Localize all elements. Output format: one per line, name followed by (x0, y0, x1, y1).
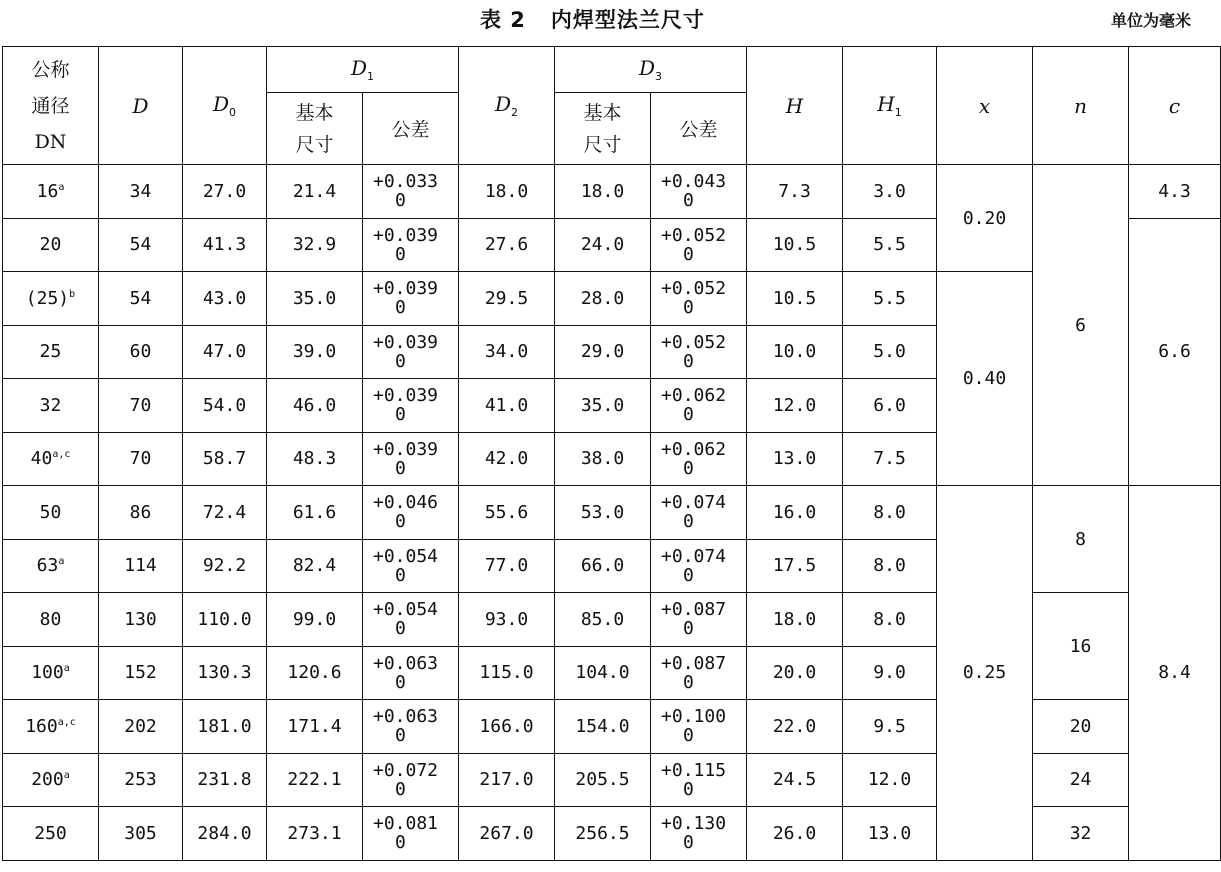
cell-D: 152 (99, 646, 183, 700)
cell-n: 16 (1033, 593, 1129, 700)
cell-n: 8 (1033, 486, 1129, 593)
tolerance-upper: +0.039 (373, 331, 439, 353)
table-row (3, 165, 1221, 219)
dn-value: 250 (34, 822, 67, 844)
cell-H: 12.0 (747, 379, 843, 433)
tolerance-lower: 0 (683, 725, 694, 747)
tolerance-lower: 0 (395, 404, 406, 426)
cell-n: 24 (1033, 753, 1129, 807)
cell-D1-tolerance (363, 593, 459, 647)
cell-H1: 5.5 (843, 272, 937, 326)
cell-x: 0.40 (937, 272, 1033, 486)
cell-D3-basic: 104.0 (555, 646, 651, 700)
tolerance-lower: 0 (683, 297, 694, 319)
dn-value: 100 (31, 662, 64, 684)
tolerance-upper: +0.033 (373, 171, 439, 193)
cell-D: 34 (99, 165, 183, 219)
cell-D2: 267.0 (459, 807, 555, 861)
tolerance-lower: 0 (683, 457, 694, 479)
cell-D3-tolerance (651, 218, 747, 272)
table-row (3, 753, 1221, 807)
dn-value: 50 (39, 501, 62, 523)
header-D1-tolerance: 公差 (363, 93, 459, 165)
tolerance-upper: +0.087 (661, 599, 727, 621)
tolerance-lower: 0 (683, 350, 694, 372)
header-x: x (937, 47, 1033, 165)
cell-dn (3, 700, 99, 754)
table-row (3, 700, 1221, 754)
cell-H: 26.0 (747, 807, 843, 861)
cell-H: 17.5 (747, 539, 843, 593)
tolerance-upper: +0.130 (661, 813, 727, 835)
cell-H: 13.0 (747, 432, 843, 486)
tolerance-upper: +0.074 (661, 545, 727, 567)
cell-D1-tolerance (363, 807, 459, 861)
cell-x: 0.20 (937, 165, 1033, 272)
cell-H: 22.0 (747, 700, 843, 754)
tolerance-lower: 0 (683, 832, 694, 854)
cell-D1-basic: 48.3 (267, 432, 363, 486)
cell-D1-basic: 39.0 (267, 325, 363, 379)
cell-D3-basic: 256.5 (555, 807, 651, 861)
cell-D0: 181.0 (183, 700, 267, 754)
dn-value: 200 (31, 769, 64, 791)
footnote-marker: a (63, 663, 70, 675)
cell-D0: 54.0 (183, 379, 267, 433)
header-D1-basic: 基本 尺寸 (267, 93, 363, 165)
flange-dimensions-table (2, 46, 1221, 861)
cell-dn (3, 807, 99, 861)
cell-D0: 72.4 (183, 486, 267, 540)
header-c: c (1129, 47, 1221, 165)
footnote-marker: a,c (57, 716, 76, 728)
cell-D: 70 (99, 432, 183, 486)
cell-D0: 110.0 (183, 593, 267, 647)
tolerance-upper: +0.100 (661, 706, 727, 728)
cell-D1-tolerance (363, 432, 459, 486)
cell-dn (3, 753, 99, 807)
cell-H: 24.5 (747, 753, 843, 807)
cell-H1: 5.0 (843, 325, 937, 379)
cell-D2: 217.0 (459, 753, 555, 807)
cell-H1: 12.0 (843, 753, 937, 807)
tolerance-upper: +0.039 (373, 438, 439, 460)
cell-D3-basic: 154.0 (555, 700, 651, 754)
header-D2: $D_2$ (459, 47, 555, 165)
cell-D3-basic: 66.0 (555, 539, 651, 593)
cell-D1-tolerance (363, 325, 459, 379)
tolerance-upper: +0.081 (373, 813, 439, 835)
cell-D2: 55.6 (459, 486, 555, 540)
footnote-marker: a (58, 181, 65, 193)
cell-D1-basic: 222.1 (267, 753, 363, 807)
tolerance-upper: +0.063 (373, 706, 439, 728)
header-D1: $D_1$ (267, 47, 459, 93)
cell-D1-tolerance (363, 272, 459, 326)
header-dn-line3: DN (34, 130, 67, 153)
cell-D3-tolerance (651, 272, 747, 326)
cell-H1: 9.5 (843, 700, 937, 754)
cell-D2: 34.0 (459, 325, 555, 379)
cell-D3-tolerance (651, 325, 747, 379)
table-title: 表 2 内焊型法兰尺寸 (480, 8, 705, 32)
cell-c: 6.6 (1129, 218, 1221, 486)
unit-note: 单位为毫米 (1110, 11, 1191, 30)
cell-D: 54 (99, 218, 183, 272)
cell-D: 253 (99, 753, 183, 807)
tolerance-upper: +0.115 (661, 759, 727, 781)
cell-dn (3, 272, 99, 326)
cell-D: 202 (99, 700, 183, 754)
cell-D2: 77.0 (459, 539, 555, 593)
dn-value: 160 (25, 715, 58, 737)
tolerance-upper: +0.052 (661, 224, 727, 246)
cell-D1-tolerance (363, 218, 459, 272)
cell-D1-tolerance (363, 486, 459, 540)
cell-D2: 27.6 (459, 218, 555, 272)
cell-H1: 7.5 (843, 432, 937, 486)
cell-D1-tolerance (363, 700, 459, 754)
cell-H: 10.0 (747, 325, 843, 379)
cell-D3-tolerance (651, 539, 747, 593)
cell-H: 10.5 (747, 272, 843, 326)
cell-D0: 47.0 (183, 325, 267, 379)
tolerance-upper: +0.052 (661, 331, 727, 353)
cell-H1: 8.0 (843, 539, 937, 593)
cell-D: 54 (99, 272, 183, 326)
cell-D1-basic: 61.6 (267, 486, 363, 540)
cell-D1-tolerance (363, 379, 459, 433)
cell-H1: 13.0 (843, 807, 937, 861)
cell-D3-tolerance (651, 646, 747, 700)
cell-D3-basic: 18.0 (555, 165, 651, 219)
tolerance-upper: +0.054 (373, 545, 439, 567)
tolerance-upper: +0.072 (373, 759, 439, 781)
cell-D3-basic: 35.0 (555, 379, 651, 433)
dn-value: 40 (30, 448, 53, 470)
cell-D: 305 (99, 807, 183, 861)
cell-D2: 115.0 (459, 646, 555, 700)
cell-D0: 43.0 (183, 272, 267, 326)
tolerance-lower: 0 (683, 564, 694, 586)
header-D3-tolerance: 公差 (651, 93, 747, 165)
tolerance-lower: 0 (395, 832, 406, 854)
tolerance-upper: +0.039 (373, 278, 439, 300)
tolerance-upper: +0.052 (661, 278, 727, 300)
header-dn-line2: 通径 (31, 94, 70, 117)
cell-D3-tolerance (651, 379, 747, 433)
header-D3: $D_3$ (555, 47, 747, 93)
tolerance-lower: 0 (395, 778, 406, 800)
tolerance-lower: 0 (395, 350, 406, 372)
cell-D: 60 (99, 325, 183, 379)
dn-value: 20 (39, 234, 62, 256)
cell-D0: 130.3 (183, 646, 267, 700)
cell-D3-basic: 28.0 (555, 272, 651, 326)
table-row (3, 807, 1221, 861)
header-n: n (1033, 47, 1129, 165)
cell-H1: 3.0 (843, 165, 937, 219)
cell-D1-basic: 46.0 (267, 379, 363, 433)
cell-dn (3, 486, 99, 540)
header-dn-line1: 公称 (31, 58, 70, 81)
cell-dn (3, 218, 99, 272)
cell-n: 20 (1033, 700, 1129, 754)
cell-dn (3, 325, 99, 379)
cell-D3-basic: 38.0 (555, 432, 651, 486)
cell-D2: 41.0 (459, 379, 555, 433)
cell-c: 4.3 (1129, 165, 1221, 219)
cell-D3-basic: 29.0 (555, 325, 651, 379)
cell-D1-basic: 120.6 (267, 646, 363, 700)
cell-D0: 58.7 (183, 432, 267, 486)
cell-D1-basic: 273.1 (267, 807, 363, 861)
tolerance-lower: 0 (683, 511, 694, 533)
tolerance-upper: +0.039 (373, 224, 439, 246)
cell-dn (3, 379, 99, 433)
cell-D2: 18.0 (459, 165, 555, 219)
tolerance-lower: 0 (683, 618, 694, 640)
tolerance-upper: +0.062 (661, 385, 727, 407)
dn-value: 63 (36, 555, 59, 577)
cell-D3-tolerance (651, 700, 747, 754)
cell-D2: 166.0 (459, 700, 555, 754)
cell-D: 114 (99, 539, 183, 593)
cell-D1-basic: 21.4 (267, 165, 363, 219)
cell-D0: 231.8 (183, 753, 267, 807)
cell-D3-tolerance (651, 753, 747, 807)
cell-H: 20.0 (747, 646, 843, 700)
cell-c: 8.4 (1129, 486, 1221, 861)
table-row (3, 486, 1221, 540)
cell-dn (3, 646, 99, 700)
cell-D3-tolerance (651, 432, 747, 486)
tolerance-lower: 0 (395, 243, 406, 265)
cell-D3-tolerance (651, 486, 747, 540)
tolerance-upper: +0.054 (373, 599, 439, 621)
cell-H: 7.3 (747, 165, 843, 219)
tolerance-upper: +0.074 (661, 492, 727, 514)
dn-value: (25) (25, 287, 70, 309)
cell-D0: 92.2 (183, 539, 267, 593)
cell-x: 0.25 (937, 486, 1033, 861)
cell-D3-tolerance (651, 165, 747, 219)
cell-D1-tolerance (363, 165, 459, 219)
cell-D1-basic: 82.4 (267, 539, 363, 593)
header-D3-basic: 基本 尺寸 (555, 93, 651, 165)
tolerance-lower: 0 (395, 725, 406, 747)
header-D0: $D_0$ (183, 47, 267, 165)
dn-value: 32 (39, 394, 62, 416)
cell-n: 32 (1033, 807, 1129, 861)
cell-D1-tolerance (363, 753, 459, 807)
tolerance-lower: 0 (395, 511, 406, 533)
footnote-marker: a (58, 556, 65, 568)
tolerance-lower: 0 (395, 564, 406, 586)
cell-D1-basic: 35.0 (267, 272, 363, 326)
cell-H: 18.0 (747, 593, 843, 647)
dn-value: 16 (36, 180, 59, 202)
cell-H: 16.0 (747, 486, 843, 540)
header-H: H (747, 47, 843, 165)
cell-D2: 42.0 (459, 432, 555, 486)
cell-D3-basic: 205.5 (555, 753, 651, 807)
header-D: D (99, 47, 183, 165)
cell-D3-tolerance (651, 807, 747, 861)
cell-D0: 41.3 (183, 218, 267, 272)
cell-D1-basic: 171.4 (267, 700, 363, 754)
tolerance-upper: +0.063 (373, 652, 439, 674)
cell-dn (3, 539, 99, 593)
tolerance-lower: 0 (395, 297, 406, 319)
tolerance-lower: 0 (395, 457, 406, 479)
cell-D3-basic: 24.0 (555, 218, 651, 272)
table-caption (0, 4, 1221, 38)
cell-D: 130 (99, 593, 183, 647)
tolerance-upper: +0.046 (373, 492, 439, 514)
footnote-marker: b (69, 288, 76, 300)
cell-D0: 27.0 (183, 165, 267, 219)
tolerance-upper: +0.039 (373, 385, 439, 407)
header-H1: $H_1$ (843, 47, 937, 165)
tolerance-upper: +0.062 (661, 438, 727, 460)
cell-D3-basic: 85.0 (555, 593, 651, 647)
tolerance-lower: 0 (683, 671, 694, 693)
cell-D: 86 (99, 486, 183, 540)
tolerance-lower: 0 (395, 618, 406, 640)
dn-value: 80 (39, 608, 62, 630)
cell-D1-tolerance (363, 646, 459, 700)
cell-D2: 93.0 (459, 593, 555, 647)
cell-D3-tolerance (651, 593, 747, 647)
cell-dn (3, 432, 99, 486)
footnote-marker: a,c (52, 449, 71, 461)
cell-H1: 8.0 (843, 486, 937, 540)
dn-value: 25 (39, 341, 62, 363)
tolerance-lower: 0 (683, 778, 694, 800)
cell-H1: 6.0 (843, 379, 937, 433)
cell-D0: 284.0 (183, 807, 267, 861)
cell-D2: 29.5 (459, 272, 555, 326)
cell-dn (3, 593, 99, 647)
cell-D1-basic: 32.9 (267, 218, 363, 272)
tolerance-lower: 0 (683, 243, 694, 265)
header-dn (3, 47, 99, 165)
tolerance-lower: 0 (683, 404, 694, 426)
cell-H1: 8.0 (843, 593, 937, 647)
cell-dn (3, 165, 99, 219)
cell-D1-tolerance (363, 539, 459, 593)
tolerance-lower: 0 (395, 190, 406, 212)
table-row (3, 593, 1221, 647)
footnote-marker: a (63, 770, 70, 782)
cell-H1: 5.5 (843, 218, 937, 272)
cell-H: 10.5 (747, 218, 843, 272)
cell-n: 6 (1033, 165, 1129, 486)
cell-D3-basic: 53.0 (555, 486, 651, 540)
tolerance-lower: 0 (683, 190, 694, 212)
cell-D1-basic: 99.0 (267, 593, 363, 647)
tolerance-upper: +0.043 (661, 171, 727, 193)
tolerance-lower: 0 (395, 671, 406, 693)
tolerance-upper: +0.087 (661, 652, 727, 674)
cell-D: 70 (99, 379, 183, 433)
cell-H1: 9.0 (843, 646, 937, 700)
